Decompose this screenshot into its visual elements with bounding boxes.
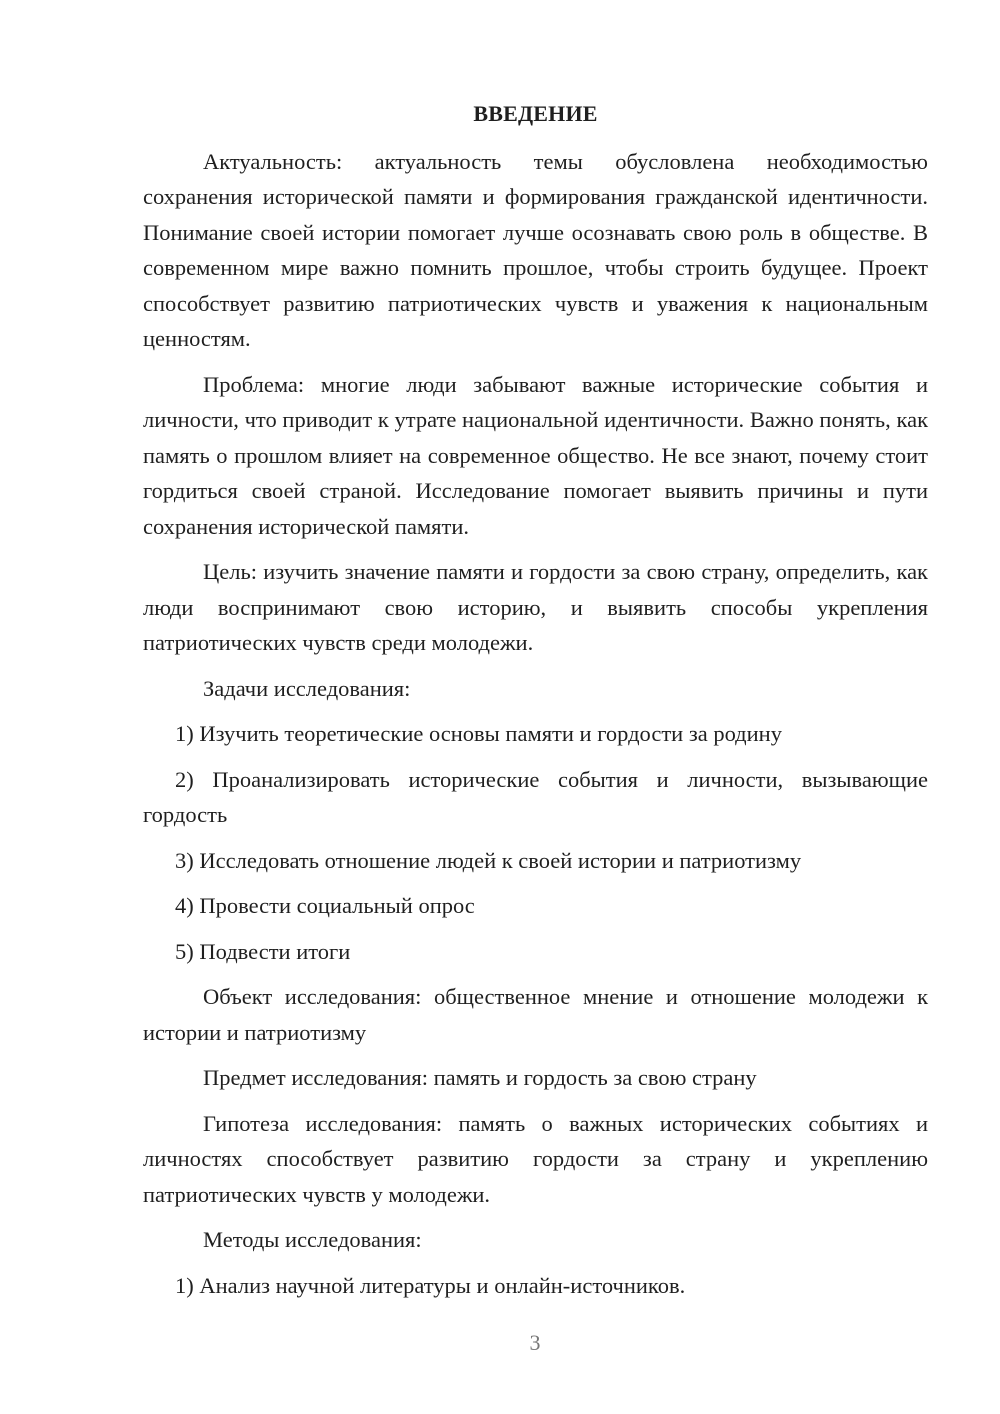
methods-list [143, 1268, 928, 1304]
subject-paragraph: Предмет исследования: память и гордость за свою страну [203, 1065, 757, 1090]
goal-paragraph: Цель: изучить значение памяти и гордости за свою страну, определить, как люди воспринимают свою историю, и выявить способы укрепления патриотических чувств среди молодежи. [143, 559, 928, 655]
task-item-2: 2) Проанализировать исторические события и личности, вызывающие гордость [143, 766, 928, 827]
methods-heading: Методы исследования: [203, 1227, 422, 1252]
hypothesis-paragraph: Гипотеза исследования: память о важных исторических событиях и личностях способствует развитию гордости за страну и укреплению патриотических чувств у молодежи. [143, 1110, 928, 1207]
tasks-list [143, 716, 928, 969]
page-title: ВВЕДЕНИЕ [473, 101, 598, 126]
problem-paragraph: Проблема: многие люди забывают важные исторические события и личности, что приводит к утрате национальной идентичности. Важно понять, как память о прошлом влияет на современное общество. Не все знают, почему стоит гордиться своей страной. Исследование помогает выявить причины и пути сохранения исторической памяти. [143, 371, 928, 539]
tasks-heading: Задачи исследования: [203, 675, 411, 701]
document-page [143, 96, 928, 1313]
page-number: 3 [529, 1330, 541, 1355]
task-item-3: 3) Исследовать отношение людей к своей истории и патриотизму [175, 847, 802, 873]
task-item-4: 4) Провести социальный опрос [175, 893, 475, 918]
task-item-1: 1) Изучить теоретические основы памяти и гордости за родину [175, 721, 782, 746]
relevance-paragraph: Актуальность: актуальность темы обусловлена необходимостью сохранения исторической памяти и формирования гражданской идентичности. Понимание своей истории помогает лучше осознавать свою роль в обществе. В современном мире важно помнить прошлое, чтобы строить будущее. Проект способствует развитию патриотических чувств и уважения к национальным ценностям. [143, 148, 928, 351]
object-paragraph: Объект исследования: общественное мнение и отношение молодежи к истории и патриотизму [143, 984, 928, 1045]
task-item-5: 5) Подвести итоги [175, 938, 351, 964]
method-item-1: 1) Анализ научной литературы и онлайн-источников. [175, 1272, 686, 1298]
